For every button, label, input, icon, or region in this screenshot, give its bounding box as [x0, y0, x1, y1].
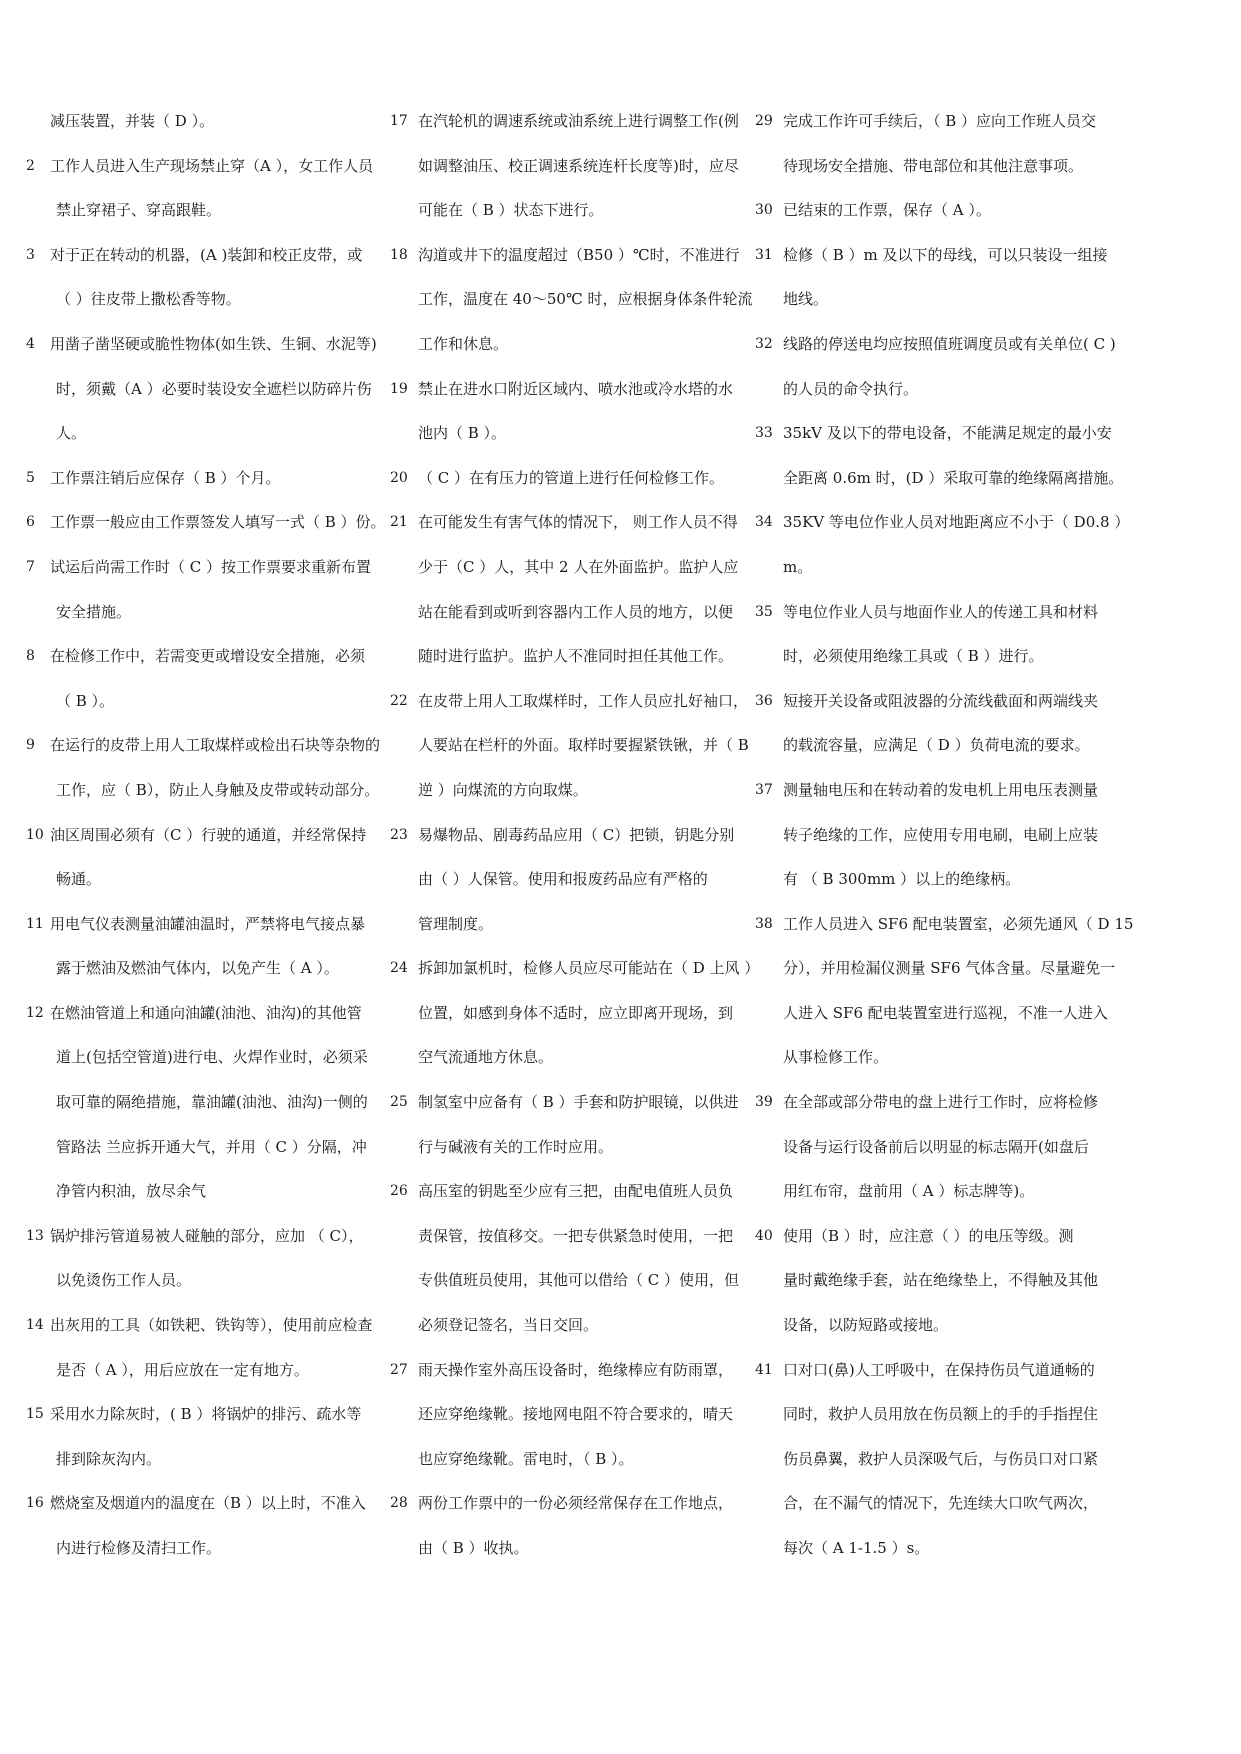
question-item	[26, 643, 376, 732]
question-first-line	[390, 1357, 750, 1402]
question-item	[755, 777, 1117, 911]
column-3	[755, 108, 1134, 1580]
question-continuation-line	[755, 376, 1117, 421]
question-first-line	[26, 911, 376, 956]
question-first-line	[26, 1490, 376, 1535]
question-item	[26, 331, 376, 465]
question-number: 18	[390, 246, 408, 263]
question-text: 全距离 0.6m 时，(D ）采取可靠的绝缘隔离措施。	[783, 468, 1124, 487]
question-first-line	[755, 420, 1117, 465]
question-text: 易爆物品、剧毒药品应用（ C）把锁，钥匙分别	[418, 825, 735, 844]
question-text: 线路的停送电均应按照值班调度员或有关单位( C )	[783, 334, 1116, 353]
question-text: 工作票一般应由工作票签发人填写一式（ B ）份。	[50, 513, 386, 532]
question-first-line	[755, 777, 1117, 822]
question-text: 对于正在转动的机器，(A )装卸和校正皮带，或	[50, 245, 363, 264]
question-text: 取可靠的隔绝措施，靠油罐(油池、油沟)一侧的	[56, 1093, 368, 1112]
question-text: 在皮带上用人工取煤样时，工作人员应扎好袖口，	[418, 691, 749, 710]
question-continuation-line	[755, 955, 1117, 1000]
question-text: 必须登记签名，当日交回。	[418, 1316, 599, 1335]
question-item	[755, 108, 1117, 197]
question-text: 在可能发生有害气体的情况下， 则工作人员不得	[418, 513, 738, 532]
question-continuation-line	[755, 1267, 1117, 1312]
question-item	[26, 1223, 376, 1312]
question-text: 由（ ）人保管。使用和报废药品应有严格的	[418, 870, 708, 889]
question-item	[755, 1089, 1117, 1223]
question-text: 伤员鼻翼，救护人员深吸气后，与伤员口对口紧	[783, 1449, 1099, 1468]
question-first-line	[390, 465, 750, 510]
question-first-line	[26, 108, 376, 153]
question-text: 责保管，按值移交。一把专供紧急时使用，一把	[418, 1226, 734, 1245]
question-first-line	[755, 242, 1117, 287]
question-text: 人进入 SF6 配电装置室进行巡视，不准一人进入	[783, 1003, 1108, 1022]
question-text: 工作票注销后应保存（ B ）个月。	[50, 468, 281, 487]
question-text: 还应穿绝缘靴。接地网电阻不符合要求的，晴天	[418, 1405, 734, 1424]
question-continuation-line	[755, 1312, 1117, 1357]
question-first-line	[755, 108, 1117, 153]
question-continuation-line	[390, 1134, 750, 1179]
question-item	[390, 108, 750, 242]
question-text: 道上(包括空管道)进行电、火焊作业时，必须采	[56, 1048, 368, 1067]
question-item	[390, 1357, 750, 1491]
question-text: 少于（C ）人，其中 2 人在外面监护。监护人应	[418, 557, 739, 576]
question-text: 采用水力除灰时，( B ）将锅炉的排污、疏水等	[50, 1405, 362, 1424]
question-text: 空气流通地方休息。	[418, 1048, 554, 1067]
question-first-line	[26, 1000, 376, 1045]
question-first-line	[26, 242, 376, 287]
question-text: （ B ）。	[56, 691, 115, 710]
question-number: 30	[755, 202, 773, 219]
question-text: 拆卸加氯机时，检修人员应尽可能站在（ D 上风 ）	[418, 959, 760, 978]
question-number: 11	[26, 915, 44, 932]
question-item	[755, 242, 1117, 331]
question-continuation-line	[755, 1401, 1117, 1446]
question-first-line	[26, 509, 386, 554]
question-item	[755, 599, 1117, 688]
question-first-line	[390, 509, 750, 554]
question-text: 可能在（ B ）状态下进行。	[418, 201, 604, 220]
question-text: 合，在不漏气的情况下，先连续大口吹气两次，	[783, 1494, 1099, 1513]
question-number: 35	[755, 603, 773, 620]
question-first-line	[390, 1178, 750, 1223]
question-text: 人。	[56, 424, 87, 443]
question-continuation-line	[26, 1089, 376, 1134]
question-item	[390, 376, 750, 465]
column-2	[390, 108, 760, 1580]
question-first-line	[26, 732, 381, 777]
question-continuation-line	[390, 420, 750, 465]
question-text: 禁止穿裙子、穿高跟鞋。	[56, 201, 222, 220]
question-continuation-line	[390, 1000, 750, 1045]
question-continuation-line	[755, 286, 1117, 331]
question-continuation-line	[26, 1267, 376, 1312]
question-text: 待现场安全措施、带电部位和其他注意事项。	[783, 156, 1084, 175]
question-first-line	[755, 331, 1117, 376]
question-text: 专供值班员使用，其他可以借给（ C ）使用，但	[418, 1271, 740, 1290]
question-text: 的载流容量，应满足（ D ）负荷电流的要求。	[783, 736, 1090, 755]
question-number: 38	[755, 915, 773, 932]
question-continuation-line	[390, 153, 750, 198]
question-text: 有 （ B 300mm ）以上的绝缘柄。	[783, 870, 1021, 889]
question-text: 站在能看到或听到容器内工作人员的地方，以便	[418, 602, 734, 621]
question-item	[755, 331, 1117, 420]
question-continuation-line	[755, 1535, 1117, 1580]
question-number: 28	[390, 1495, 408, 1512]
question-item	[26, 153, 376, 242]
question-text: 由（ B ）收执。	[418, 1539, 529, 1557]
question-continuation-line	[755, 554, 1117, 599]
question-continuation-line	[26, 955, 376, 1000]
question-first-line	[26, 1223, 376, 1268]
question-continuation-line	[390, 911, 750, 956]
question-text: 安全措施。	[56, 602, 132, 621]
question-continuation-line	[390, 331, 750, 376]
question-number: 9	[26, 737, 35, 754]
question-text: 用红布帘，盘前用（ A ）标志牌等)。	[783, 1182, 1035, 1201]
question-text: 油区周围必须有（C ）行驶的通道，并经常保持	[50, 825, 367, 844]
question-continuation-line	[390, 197, 750, 242]
question-continuation-line	[390, 1446, 750, 1491]
question-continuation-line	[755, 1134, 1117, 1179]
question-item	[390, 1089, 750, 1178]
question-text: 在全部或部分带电的盘上进行工作时，应将检修	[783, 1093, 1099, 1112]
question-number: 16	[26, 1495, 44, 1512]
question-number: 40	[755, 1227, 773, 1244]
question-number: 32	[755, 335, 773, 352]
question-number: 22	[390, 692, 408, 709]
question-text: 时，须戴（A ）必要时装设安全遮栏以防碎片伤	[56, 379, 372, 398]
question-continuation-line	[26, 1446, 376, 1491]
question-first-line	[390, 1089, 750, 1134]
question-continuation-line	[755, 1000, 1117, 1045]
question-text: 管路法 兰应拆开通大气，并用（ C ）分隔，冲	[56, 1137, 367, 1156]
question-first-line	[26, 153, 376, 198]
question-first-line	[26, 643, 376, 688]
question-item	[26, 1401, 376, 1490]
question-text: 露于燃油及燃油气体内，以免产生（ A ）。	[56, 959, 339, 978]
question-text: 工作人员进入生产现场禁止穿（A ），女工作人员	[50, 156, 374, 175]
question-continuation-line	[26, 1044, 376, 1089]
question-text: 在检修工作中，若需变更或增设安全措施，必须	[50, 647, 366, 666]
question-number: 37	[755, 781, 773, 798]
question-first-line	[390, 822, 750, 867]
question-continuation-line	[755, 1446, 1117, 1491]
question-item	[755, 197, 1117, 242]
question-item	[26, 108, 376, 153]
question-text: 如调整油压、校正调速系统连杆长度等)时，应尽	[418, 156, 739, 175]
question-item	[26, 509, 386, 554]
question-item	[390, 1178, 750, 1356]
question-continuation-line	[26, 197, 376, 242]
question-item	[390, 688, 750, 822]
question-text: 等电位作业人员与地面作业人的传递工具和材料	[783, 602, 1099, 621]
question-continuation-line	[755, 1490, 1117, 1535]
question-number: 25	[390, 1094, 408, 1111]
question-text: 从事检修工作。	[783, 1048, 889, 1067]
question-first-line	[26, 554, 376, 599]
question-continuation-line	[390, 732, 750, 777]
question-number: 26	[390, 1183, 408, 1200]
question-continuation-line	[755, 732, 1117, 777]
question-text: 位置，如感到身体不适时，应立即离开现场，到	[418, 1003, 734, 1022]
question-number: 39	[755, 1094, 773, 1111]
question-first-line	[390, 955, 760, 1000]
question-number: 12	[26, 1004, 44, 1021]
question-continuation-line	[755, 822, 1117, 867]
question-text: 畅通。	[56, 870, 102, 889]
question-continuation-line	[390, 1401, 750, 1446]
question-continuation-line	[390, 866, 750, 911]
question-text: 短接开关设备或阻波器的分流线截面和两端线夹	[783, 691, 1099, 710]
question-text: 高压室的钥匙至少应有三把，由配电值班人员负	[418, 1182, 734, 1201]
question-first-line	[755, 599, 1117, 644]
question-continuation-line	[390, 1535, 750, 1580]
question-number: 17	[390, 113, 408, 129]
question-continuation-line	[26, 688, 376, 733]
question-number: 5	[26, 469, 35, 486]
question-item	[26, 465, 376, 510]
question-number: 2	[26, 157, 35, 174]
question-text: 转子绝缘的工作，应使用专用电刷，电刷上应装	[783, 825, 1099, 844]
question-continuation-line	[390, 554, 750, 599]
question-text: 每次（ A 1-1.5 ）s。	[783, 1539, 930, 1557]
question-text: 制氢室中应备有（ B ）手套和防护眼镜，以供进	[418, 1093, 739, 1112]
question-continuation-line	[390, 1223, 750, 1268]
question-item	[755, 911, 1134, 1089]
question-item	[26, 822, 376, 911]
question-number: 33	[755, 425, 773, 442]
question-text: 减压装置，并装（ D ）。	[50, 112, 215, 130]
question-number: 6	[26, 514, 35, 531]
question-text: 锅炉排污管道易被人碰触的部分，应加 （ C），	[50, 1226, 364, 1245]
question-first-line	[755, 1089, 1117, 1134]
question-number: 3	[26, 246, 35, 263]
question-text: 的人员的命令执行。	[783, 379, 919, 398]
question-number: 20	[390, 469, 408, 486]
question-text: 地线。	[783, 290, 829, 309]
question-number: 41	[755, 1361, 773, 1378]
question-first-line	[755, 1357, 1117, 1402]
question-number: 27	[390, 1361, 408, 1378]
question-number: 7	[26, 558, 35, 575]
question-text: 净管内积油，放尽余气	[56, 1182, 207, 1201]
question-continuation-line	[390, 643, 750, 688]
question-text: 是否（ A ），用后应放在一定有地方。	[56, 1360, 309, 1379]
question-text: 沟道或井下的温度超过（B50 ）℃时，不准进行	[418, 245, 740, 264]
question-item	[390, 955, 760, 1089]
question-first-line	[390, 108, 750, 153]
question-continuation-line	[26, 777, 380, 822]
question-number: 15	[26, 1406, 44, 1423]
question-continuation-line	[26, 1178, 376, 1223]
question-text: 禁止在进水口附近区域内、喷水池或冷水塔的水	[418, 379, 734, 398]
question-first-line	[755, 197, 1117, 242]
question-text: 逆 ）向煤流的方向取煤。	[418, 780, 588, 799]
question-text: 两份工作票中的一份必须经常保存在工作地点，	[418, 1494, 734, 1513]
question-text: 雨天操作室外高压设备时，绝缘棒应有防雨罩，	[418, 1360, 734, 1379]
question-item	[755, 1357, 1117, 1580]
question-first-line	[26, 331, 376, 376]
question-item	[390, 509, 750, 687]
question-first-line	[26, 465, 376, 510]
question-continuation-line	[755, 153, 1117, 198]
question-item	[26, 732, 381, 821]
question-number: 34	[755, 514, 773, 531]
question-text: 完成工作许可手续后，（ B ）应向工作班人员交	[783, 112, 1097, 130]
question-continuation-line	[390, 1044, 750, 1089]
question-first-line	[26, 822, 376, 867]
question-continuation-line	[26, 420, 376, 465]
question-text: 人要站在栏杆的外面。取样时要握紧铁锹，并（ B	[418, 736, 749, 755]
question-item	[755, 688, 1117, 777]
question-number: 24	[390, 960, 408, 977]
question-text: m。	[783, 557, 813, 576]
question-continuation-line	[390, 1267, 750, 1312]
question-text: 试运后尚需工作时（ C ）按工作票要求重新布置	[50, 557, 372, 576]
question-text: 管理制度。	[418, 914, 494, 933]
question-item	[390, 465, 750, 510]
question-text: 在燃油管道上和通向油罐(油池、油沟)的其他管	[50, 1003, 362, 1022]
question-continuation-line	[390, 599, 750, 644]
question-continuation-line	[390, 777, 750, 822]
question-continuation-line	[755, 866, 1117, 911]
question-continuation-line	[755, 643, 1117, 688]
question-item	[26, 1312, 376, 1401]
question-continuation-line	[755, 1044, 1117, 1089]
question-text: 工作和休息。	[418, 334, 509, 353]
question-text: 池内（ B ）。	[418, 424, 507, 443]
question-text: 在运行的皮带上用人工取煤样或检出石块等杂物的	[50, 736, 381, 755]
question-first-line	[755, 911, 1134, 956]
question-continuation-line	[390, 286, 753, 331]
question-text: 已结束的工作票，保存（ A ）。	[783, 201, 991, 220]
question-text: 分），并用检漏仪测量 SF6 气体含量。尽量避免一	[783, 959, 1116, 978]
question-number: 13	[26, 1227, 44, 1244]
question-number: 36	[755, 692, 773, 709]
question-number: 31	[755, 246, 773, 263]
question-text: 35kV 及以下的带电设备，不能满足规定的最小安	[783, 424, 1112, 443]
question-number: 4	[26, 335, 35, 352]
question-text: 行与碱液有关的工作时应用。	[418, 1137, 614, 1156]
question-item	[390, 1490, 750, 1579]
question-first-line	[26, 1312, 376, 1357]
question-continuation-line	[390, 1312, 750, 1357]
question-text: 内进行检修及清扫工作。	[56, 1539, 222, 1557]
question-text: 检修（ B ）m 及以下的母线，可以只装设一组接	[783, 245, 1108, 264]
question-number: 29	[755, 113, 773, 129]
question-item	[755, 509, 1130, 598]
question-number: 14	[26, 1317, 44, 1334]
question-item	[26, 1000, 376, 1223]
question-number: 23	[390, 826, 408, 843]
question-text: 工作，温度在 40～50℃ 时，应根据身体条件轮流	[418, 290, 753, 309]
question-text: 在汽轮机的调速系统或油系统上进行调整工作(例	[418, 112, 739, 130]
question-text: 工作人员进入 SF6 配电装置室，必须先通风（ D 15	[783, 914, 1134, 933]
question-item	[26, 911, 376, 1000]
question-continuation-line	[26, 376, 376, 421]
question-text: 35KV 等电位作业人员对地距离应不小于（ D0.8 ）	[783, 513, 1130, 532]
question-number: 8	[26, 648, 35, 665]
question-item	[390, 822, 750, 956]
question-first-line	[390, 688, 750, 733]
question-continuation-line	[26, 1357, 376, 1402]
question-text: 测量轴电压和在转动着的发电机上用电压表测量	[783, 780, 1099, 799]
question-first-line	[755, 1223, 1117, 1268]
question-item	[26, 242, 376, 331]
question-text: 出灰用的工具（如铁耙、铁钩等），使用前应检查	[50, 1316, 373, 1335]
question-continuation-line	[26, 599, 376, 644]
column-1	[26, 108, 386, 1580]
question-text: 燃烧室及烟道内的温度在（B ）以上时，不准入	[50, 1494, 366, 1513]
question-first-line	[390, 376, 750, 421]
question-text: 排到除灰沟内。	[56, 1449, 162, 1468]
question-text: 以免烫伤工作人员。	[56, 1271, 192, 1290]
question-continuation-line	[26, 1134, 376, 1179]
question-first-line	[390, 242, 750, 287]
question-text: 用电气仪表测量油罐油温时，严禁将电气接点暴	[50, 914, 366, 933]
question-text: （ C ）在有压力的管道上进行任何检修工作。	[418, 468, 725, 487]
question-first-line	[755, 509, 1130, 554]
question-text: 工作，应（ B），防止人身触及皮带或转动部分。	[56, 780, 380, 799]
question-number: 10	[26, 826, 44, 843]
question-item	[755, 1223, 1117, 1357]
question-text: 口对口(鼻)人工呼吸中，在保持伤员气道通畅的	[783, 1360, 1095, 1379]
question-first-line	[390, 1490, 750, 1535]
question-text: 也应穿绝缘靴。雷电时，（ B ）。	[418, 1449, 634, 1468]
question-text: 设备与运行设备前后以明显的标志隔开(如盘后	[783, 1137, 1089, 1156]
question-text: 设备，以防短路或接地。	[783, 1316, 949, 1335]
question-text: 同时，救护人员用放在伤员额上的手的手指捏住	[783, 1405, 1099, 1424]
question-first-line	[26, 1401, 376, 1446]
question-item	[755, 420, 1124, 509]
question-continuation-line	[755, 465, 1124, 510]
question-continuation-line	[755, 1178, 1117, 1223]
question-text: 时，必须使用绝缘工具或（ B ）进行。	[783, 647, 1044, 666]
question-text: 用凿子凿坚硬或脆性物体(如生铁、生铜、水泥等)	[50, 334, 377, 353]
question-item	[26, 1490, 376, 1579]
question-number: 21	[390, 514, 408, 531]
question-number: 19	[390, 380, 408, 397]
question-text: 随时进行监护。监护人不准同时担任其他工作。	[418, 647, 734, 666]
question-item	[390, 242, 753, 376]
question-item	[26, 554, 376, 643]
question-text: 量时戴绝缘手套，站在绝缘垫上，不得触及其他	[783, 1271, 1099, 1290]
question-continuation-line	[26, 866, 376, 911]
question-first-line	[755, 688, 1117, 733]
question-text: 使用（B ）时，应注意（ ）的电压等级。测	[783, 1226, 1074, 1245]
question-continuation-line	[26, 1535, 376, 1580]
question-text: （ ）往皮带上撒松香等物。	[56, 290, 241, 309]
question-continuation-line	[26, 286, 376, 331]
